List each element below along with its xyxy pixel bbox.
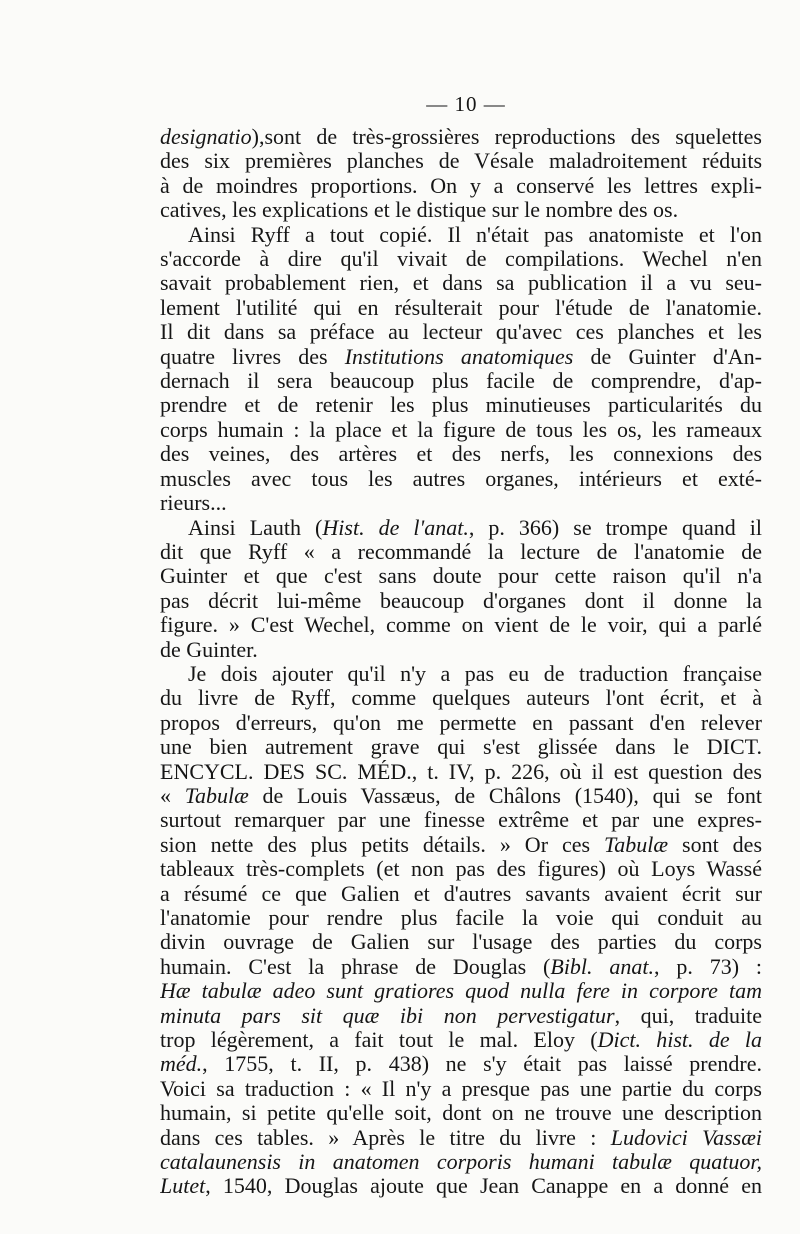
text-line xyxy=(160,760,762,784)
text-segment: sont des xyxy=(668,832,762,857)
text-line xyxy=(160,1174,762,1198)
italic-text: Dict. hist. de la xyxy=(597,1028,762,1053)
text-line xyxy=(160,711,762,735)
text-line xyxy=(160,149,762,173)
text-line xyxy=(160,320,762,344)
italic-text: catalaunensis in anatomen corporis humani tabulæ quatuor, xyxy=(160,1150,762,1175)
italic-text: Hæ tabulæ adeo sunt gratiores quod nulla fere in corpore tam xyxy=(160,979,762,1004)
text-line xyxy=(160,418,762,442)
text-segment: à de moindres proportions. On y a conservé les lettres expli- xyxy=(160,173,762,198)
text-line xyxy=(160,1004,762,1028)
text-line xyxy=(160,125,762,149)
text-line xyxy=(160,393,762,417)
text-line xyxy=(160,1028,762,1052)
text-segment: Je dois ajouter qu'il n'y a pas eu de traduction française xyxy=(188,661,762,686)
text-segment: , 1540, Douglas ajoute que Jean Canappe en a donné en xyxy=(205,1174,762,1199)
text-segment: humain, si petite qu'elle soit, dont on ne trouve une description xyxy=(160,1101,762,1126)
text-segment: dernach il sera beaucoup plus facile de comprendre, d'ap- xyxy=(160,369,762,394)
italic-text: Bibl. anat. xyxy=(550,954,654,979)
text-line xyxy=(160,882,762,906)
text-segment: humain. C'est la phrase de Douglas ( xyxy=(160,954,551,979)
text-line xyxy=(160,930,762,954)
text-segment: des six premières planches de Vésale maladroitement réduits xyxy=(160,149,762,174)
text-segment: lement l'utilité qui en résulterait pour l'étude de l'anatomie. xyxy=(160,295,762,320)
text-line xyxy=(160,516,762,540)
text-segment: , p. 73) : xyxy=(654,954,762,979)
text-line xyxy=(160,174,762,198)
text-line xyxy=(160,589,762,613)
text-segment: quatre livres des xyxy=(160,344,345,369)
text-line xyxy=(160,857,762,881)
text-line xyxy=(160,369,762,393)
text-segment: de Louis Vassæus, de Châlons (1540), qui se font xyxy=(248,783,762,808)
text-segment: s'accorde à dire qu'il vivait de compilations. Wechel n'en xyxy=(160,247,762,272)
text-segment: ),sont de très-grossières reproductions des squelettes xyxy=(251,125,762,149)
italic-text: Institutions anatomiques xyxy=(344,344,574,369)
body-text xyxy=(160,125,762,1199)
text-segment: Il dit dans sa préface au lecteur qu'avec ces planches et les xyxy=(160,320,762,345)
text-segment: de Guinter. xyxy=(160,637,258,662)
text-line xyxy=(160,345,762,369)
text-segment: tableaux très-complets (et non pas des figures) où Loys Wassé xyxy=(160,857,762,882)
text-segment: Ainsi Ryff a tout copié. Il n'était pas anatomiste et l'on xyxy=(188,222,762,247)
text-line xyxy=(160,296,762,320)
text-line xyxy=(160,442,762,466)
text-line xyxy=(160,1126,762,1150)
text-line xyxy=(160,247,762,271)
text-segment: , qui, traduite xyxy=(614,1003,762,1028)
text-segment: des veines, des artères et des nerfs, les connexions des xyxy=(160,442,762,467)
text-line xyxy=(160,198,762,222)
text-segment: « xyxy=(160,783,185,808)
text-segment: Voici sa traduction : « Il n'y a presque pas une partie du corps xyxy=(160,1076,762,1101)
text-segment: catives, les explications et le distique sur le nombre des os. xyxy=(160,198,679,223)
text-line xyxy=(160,638,762,662)
text-segment: Guinter et que c'est sans doute pour cette raison qu'il n'a xyxy=(160,564,762,589)
text-line xyxy=(160,467,762,491)
text-line xyxy=(160,1052,762,1076)
italic-text: Hist. de l'anat. xyxy=(322,515,469,540)
text-line xyxy=(160,662,762,686)
page-number: — 10 — xyxy=(426,92,506,116)
text-segment: trop légèrement, a fait tout le mal. Eloy ( xyxy=(160,1028,598,1053)
text-segment: Ainsi Lauth ( xyxy=(188,515,323,540)
text-segment: savait probablement rien, et dans sa publication il a vu seu- xyxy=(160,271,762,296)
text-segment: une bien autrement grave qui s'est glissée dans le DICT. xyxy=(160,735,762,760)
text-segment: sion nette des plus petits détails. » Or ces xyxy=(160,832,605,857)
text-line xyxy=(160,784,762,808)
text-segment: ENCYCL. DES SC. MÉD., t. IV, p. 226, où il est question des xyxy=(160,759,762,784)
text-line xyxy=(160,808,762,832)
italic-text: Tabulæ xyxy=(604,832,669,857)
text-segment: du livre de Ryff, comme quelques auteurs l'ont écrit, et à xyxy=(160,686,762,711)
text-line xyxy=(160,1077,762,1101)
italic-text: Lutet xyxy=(160,1174,206,1199)
italic-text: designatio xyxy=(160,125,252,149)
text-segment: muscles avec tous les autres organes, intérieurs et exté- xyxy=(160,466,762,491)
text-line xyxy=(160,540,762,564)
text-segment: surtout remarquer par une finesse extrême et par une expres- xyxy=(160,808,762,833)
text-segment: corps humain : la place et la figure de tous les os, les rameaux xyxy=(160,417,762,442)
italic-text: Tabulæ xyxy=(184,783,249,808)
text-line xyxy=(160,271,762,295)
text-segment: propos d'erreurs, qu'on me permette en passant d'en relever xyxy=(160,710,762,735)
text-line xyxy=(160,955,762,979)
italic-text: Ludovici Vassæi xyxy=(610,1125,762,1150)
text-line xyxy=(160,223,762,247)
text-segment: de Guinter d'An- xyxy=(573,344,762,369)
text-line xyxy=(160,491,762,515)
text-segment: l'anatomie pour rendre plus facile la voie qui conduit au xyxy=(160,906,762,930)
text-line xyxy=(160,613,762,637)
text-line xyxy=(160,1150,762,1174)
text-line xyxy=(160,686,762,710)
text-line xyxy=(160,735,762,759)
text-segment: dans ces tables. » Après le titre du livre : xyxy=(160,1125,611,1150)
text-segment: pas décrit lui-même beaucoup d'organes dont il donne la xyxy=(160,588,762,613)
text-segment: dit que Ryff « a recommandé la lecture de l'anatomie de xyxy=(160,539,762,564)
text-line xyxy=(160,906,762,930)
text-segment: a résumé ce que Galien et d'autres savants avaient écrit sur xyxy=(160,881,762,906)
italic-text: minuta pars sit quæ ibi non pervestigatur xyxy=(160,1003,615,1028)
text-segment: , 1755, t. II, p. 438) ne s'y était pas laissé prendre. xyxy=(202,1052,762,1077)
text-line xyxy=(160,1101,762,1125)
text-segment: divin ouvrage de Galien sur l'usage des parties du corps xyxy=(160,930,762,955)
italic-text: méd. xyxy=(160,1052,203,1077)
text-line xyxy=(160,833,762,857)
text-segment: rieurs... xyxy=(160,491,227,516)
text-segment: , p. 366) se trompe quand il xyxy=(468,515,762,540)
text-line xyxy=(160,979,762,1003)
text-segment: figure. » C'est Wechel, comme on vient de le voir, qui a parlé xyxy=(160,613,762,638)
text-segment: prendre et de retenir les plus minutieuses particularités du xyxy=(160,393,762,418)
text-line xyxy=(160,564,762,588)
